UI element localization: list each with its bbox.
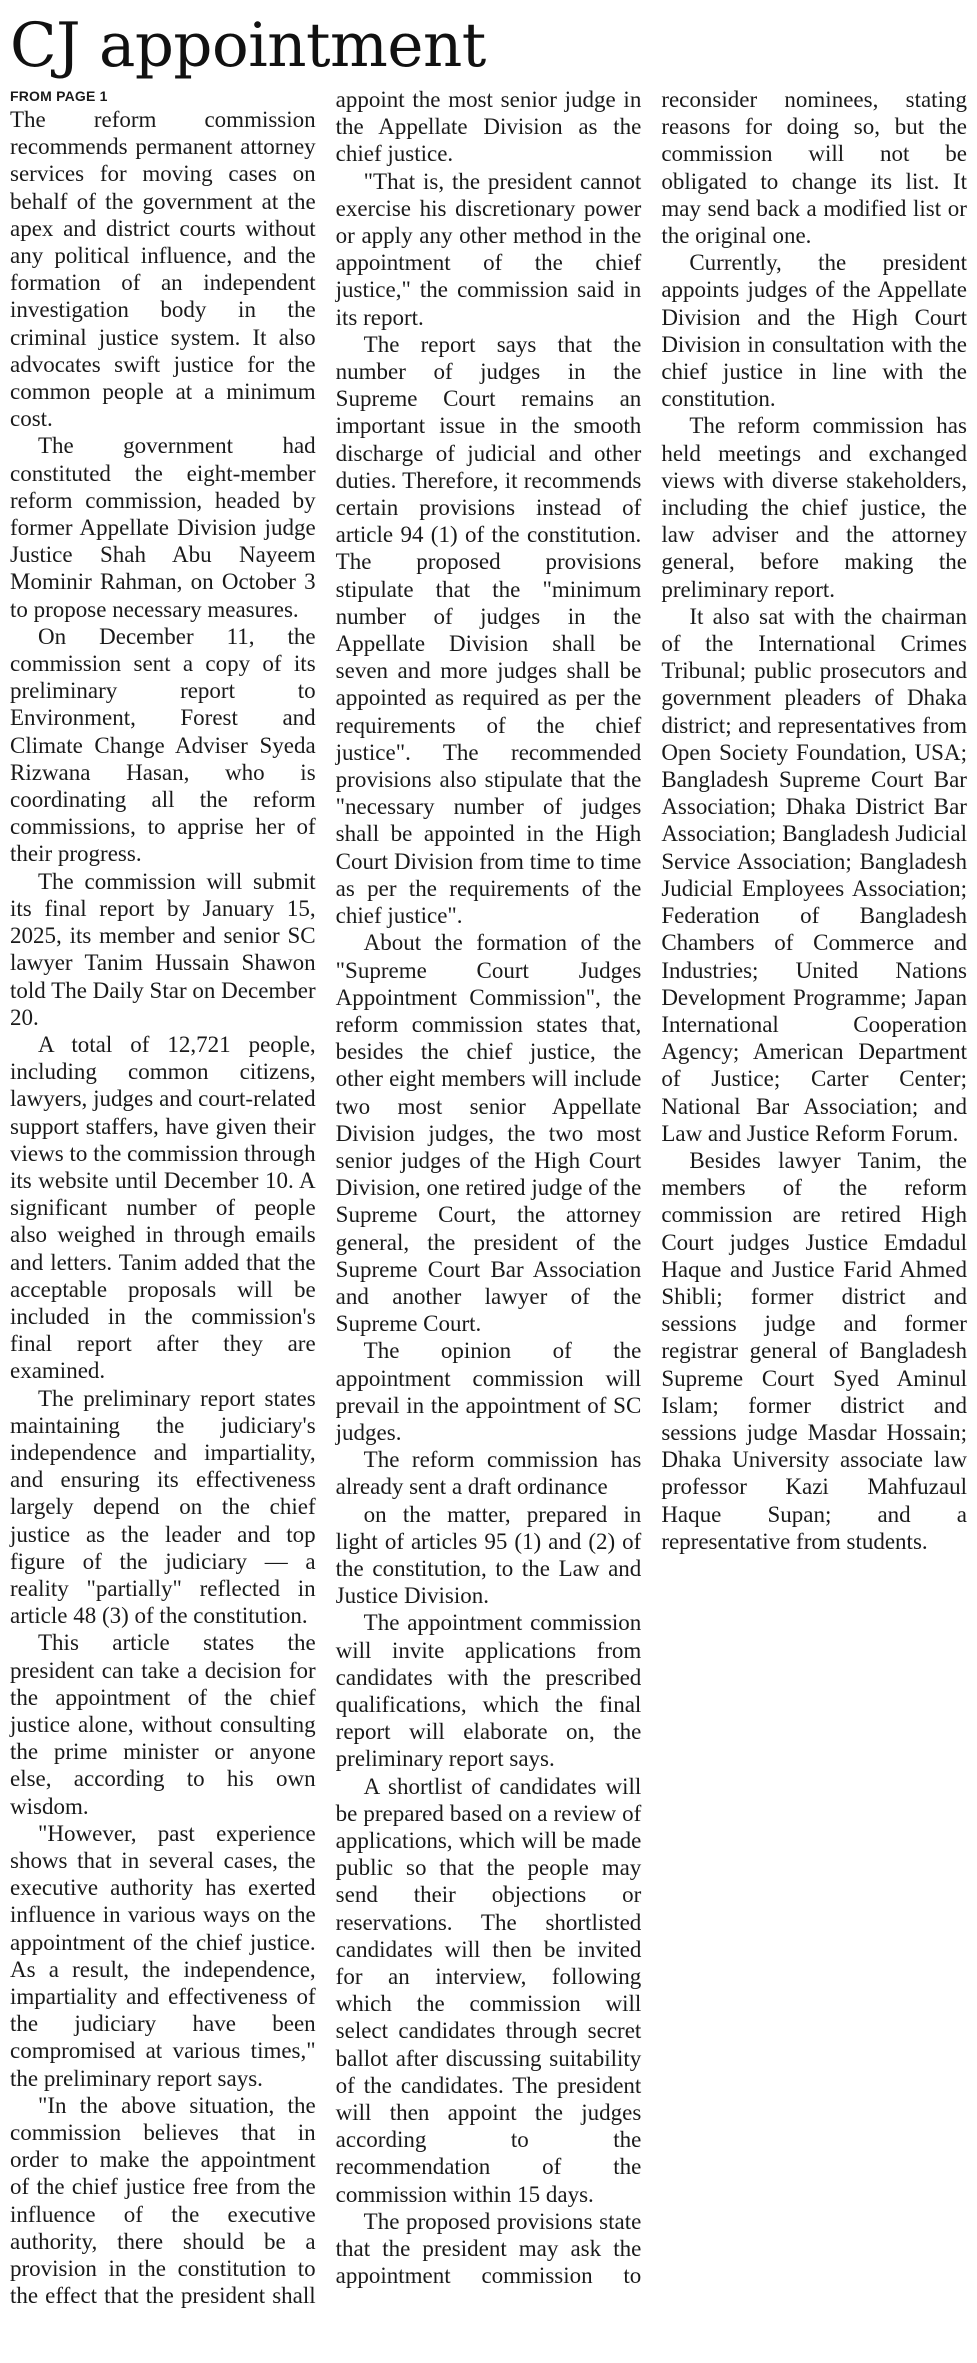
paragraph: This article states the president can take a decision for the appointment of the chief justice alone, without consulting the prime minister or anyone else, according to his own wisdom. xyxy=(10,1630,316,1819)
paragraph: Currently, the president appoints judges of the Appellate Division and the High Court Division in consultation with the chief justice in line with the constitution. xyxy=(661,250,967,412)
paragraph: A total of 12,721 people, including common citizens, lawyers, judges and court-related support staffers, have given their views to the commission through its website until December 10. A significant number of people also weighed in through emails and letters. Tanim added that the acceptable proposals will be included in the commission's final report after they are examined. xyxy=(10,1031,316,1384)
paragraph: The reform commission has held meetings and exchanged views with diverse stakeholders, including the chief justice, the law adviser and the attorney general, before making the preliminary report. xyxy=(661,413,967,602)
paragraph: The proposed provisions state that the president may ask the appointment commission to reconsider nominees, stating reasons for doing so, but the commission will not be obligated to change its list. It may send back a modified list or the original one. xyxy=(335,87,967,2289)
paragraph: "However, past experience shows that in several cases, the executive authority has exerted influence in various ways on the appointment of the chief justice. As a result, the independence, impartiality and effectiveness of the judiciary have been compromised at various times," the preliminary report says. xyxy=(10,1820,316,2091)
paragraph: About the formation of the "Supreme Court Judges Appointment Commission", the reform commission states that, besides the chief justice, the other eight members will include two most senior Appellate Division judges, the two most senior judges of the High Court Division, one retired judge of the Supreme Court, the attorney general, the president of the Supreme Court Bar Association and another lawyer of the Supreme Court. xyxy=(335,930,642,1337)
paragraph: The opinion of the appointment commission will prevail in the appointment of SC judges. xyxy=(335,1338,642,1445)
paragraph: The report says that the number of judges in the Supreme Court remains an important issue in the smooth discharge of judicial and other duties. Therefore, it recommends certain provisions instead of article 94 (1) of the constitution. The proposed provisions stipulate that the "minimum number of judges in the Appellate Division shall be seven and more judges shall be appointed as required as per the requirements of the chief justice". The recommended provisions also stipulate that the "necessary number of judges shall be appointed in the High Court Division from time to time as per the requirements of the chief justice". xyxy=(335,331,642,929)
paragraph: On December 11, the commission sent a copy of its preliminary report to Environment, Forest and Climate Change Adviser Syeda Rizwana Hasan, who is coordinating all the reform commissions, to apprise her of their progress. xyxy=(10,623,316,867)
article-body xyxy=(10,86,967,2316)
headline: CJ appointment xyxy=(10,10,486,81)
kicker: FROM PAGE 1 xyxy=(10,88,108,104)
paragraph: The reform commission has already sent a draft ordinance xyxy=(335,1447,642,1500)
paragraph: It also sat with the chairman of the International Crimes Tribunal; public prosecutors and government pleaders of Dhaka district; and representatives from Open Society Foundation, USA; Bangladesh Supreme Court Bar Association; Dhaka District Bar Association; Bangladesh Judicial Service Association; Bangladesh Judicial Employees Association; Federation of Bangladesh Chambers of Commerce and Industries; United Nations Development Programme; Japan International Cooperation Agency; American Department of Justice; Carter Center; National Bar Association; and Law and Justice Reform Forum. xyxy=(661,603,967,1146)
paragraph: The government had constituted the eight-member reform commission, headed by former Appellate Division judge Justice Shah Abu Nayeem Mominir Rahman, on October 3 to propose necessary measures. xyxy=(10,433,316,622)
paragraph: The appointment commission will invite applications from candidates with the prescribed qualifications, which the final report will elaborate on, the preliminary report says. xyxy=(335,1610,642,1772)
paragraph: Besides lawyer Tanim, the members of the reform commission are retired High Court judges Justice Emdadul Haque and Justice Farid Ahmed Shibli; former district and sessions judge and former registrar general of Bangladesh Supreme Court Syed Aminul Islam; former district and sessions judge Masdar Hossain; Dhaka University associate law professor Kazi Mahfuzaul Haque Supan; and a representative from students. xyxy=(661,1147,967,1554)
paragraph: on the matter, prepared in light of articles 95 (1) and (2) of the constitution, to the Law and Justice Division. xyxy=(335,1501,642,1609)
paragraph: A shortlist of candidates will be prepared based on a review of applications, which will be made public so that the people may send their objections or reservations. The shortlisted candidates will then be invited for an interview, following which the commission will select candidates through secret ballot after discussing suitability of the candidates. The president will then appoint the judges according to the recommendation of the commission within 15 days. xyxy=(335,1773,642,2207)
paragraph: The reform commission recommends permanent attorney services for moving cases on behalf of the government at the apex and district courts without any political influence, and the formation of an independent investigation body in the criminal justice system. It also advocates swift justice for the common people at a minimum cost. xyxy=(10,107,316,432)
paragraph: "That is, the president cannot exercise his discretionary power or apply any other method in the appointment of the chief justice," the commission said in its report. xyxy=(335,168,642,330)
paragraph: The commission will submit its final report by January 15, 2025, its member and senior SC lawyer Tanim Hussain Shawon told The Daily Star on December 20. xyxy=(10,868,316,1030)
paragraph: "In the above situation, the commission believes that in order to make the appointment of the chief justice free from the influence of the executive authority, there should be a provision in the constitution to the effect that the president shall appoint the most senior judge in the Appellate Division as the chief justice. xyxy=(10,87,642,2309)
paragraph: The preliminary report states maintaining the judiciary's independence and impartiality, and ensuring its effectiveness largely depend on the chief justice as the leader and top figure of the judiciary — a reality "partially" reflected in article 48 (3) of the constitution. xyxy=(10,1385,316,1629)
